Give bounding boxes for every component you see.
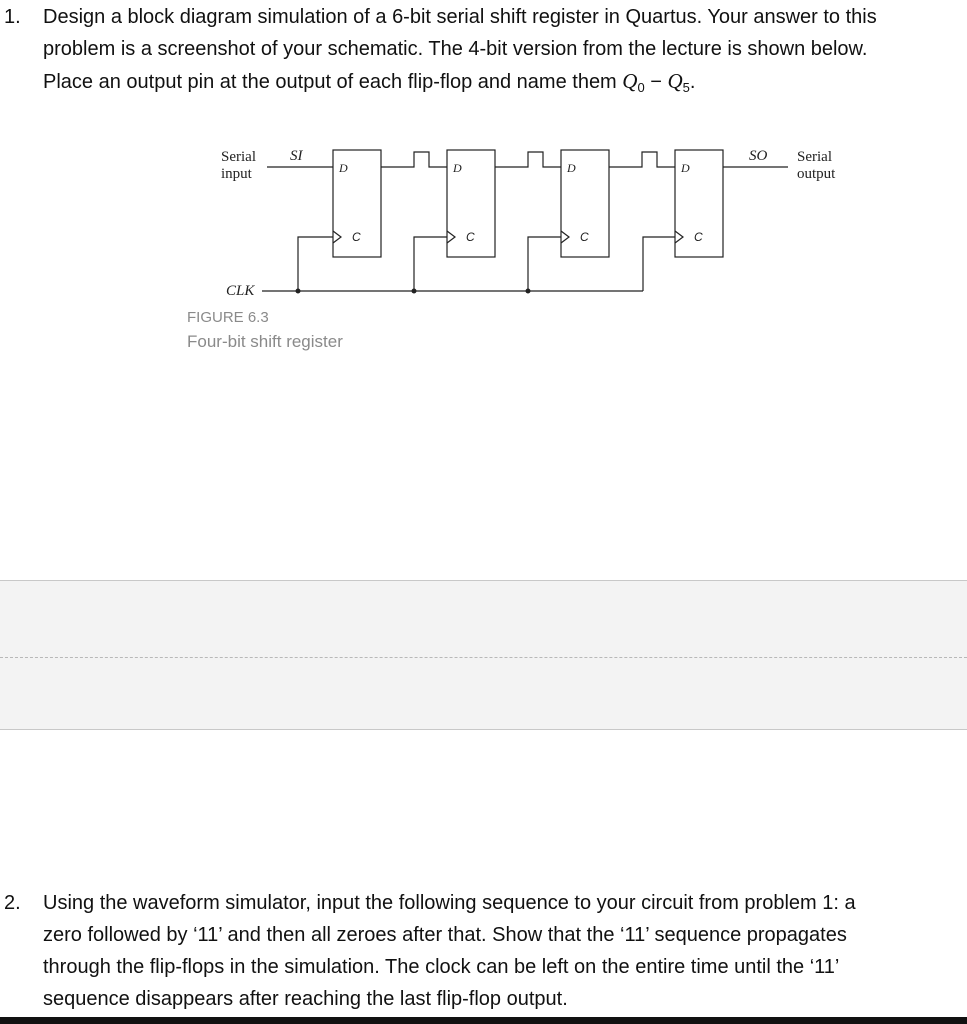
clk-label: CLK	[226, 283, 255, 299]
d-input-label: D	[453, 161, 462, 175]
pin-name-sub: 0	[637, 80, 645, 95]
clock-branch	[643, 237, 675, 291]
clock-triangle	[333, 231, 341, 243]
question-2-line: through the flip-flops in the simulation. The clock can be left on the entire time until the ‘11’	[43, 956, 840, 978]
serial-output-label: Serial output	[797, 149, 836, 182]
answer-area[interactable]	[0, 580, 967, 730]
pin-name-q: Q	[667, 69, 683, 93]
q-to-d-wire	[495, 152, 561, 167]
c-input-label: C	[466, 230, 475, 244]
serial-input-label: Serial input	[221, 149, 256, 182]
clock-branch	[414, 237, 447, 291]
clock-branch	[298, 237, 333, 291]
question-2-line: Using the waveform simulator, input the following sequence to your circuit from problem 1: a	[43, 892, 856, 914]
junction-dot	[296, 289, 301, 294]
si-label: SI	[290, 148, 303, 164]
figure-caption-text: Four-bit shift register	[187, 332, 343, 351]
bottom-edge-bar	[0, 1017, 967, 1024]
question-1-number: 1.	[4, 6, 21, 28]
clock-branch	[528, 237, 561, 291]
clock-triangle	[561, 231, 569, 243]
so-label: SO	[749, 148, 768, 164]
pin-name-sub: 5	[682, 80, 690, 95]
junction-dot	[526, 289, 531, 294]
question-2-number: 2.	[4, 892, 21, 914]
question-2-line: zero followed by ‘11’ and then all zeroes after that. Show that the ‘11’ sequence propagates	[43, 924, 847, 946]
d-input-label: D	[567, 161, 576, 175]
c-input-label: C	[694, 230, 703, 244]
q-to-d-wire	[381, 152, 447, 167]
dashed-divider	[0, 657, 967, 658]
d-input-label: D	[339, 161, 348, 175]
c-input-label: C	[580, 230, 589, 244]
figure-caption-title: FIGURE 6.3	[187, 309, 269, 326]
shift-register-figure	[170, 130, 870, 360]
pin-name-q: Q	[622, 69, 638, 93]
d-input-label: D	[681, 161, 690, 175]
question-1-line: problem is a screenshot of your schematic. The 4-bit version from the lecture is shown below.	[43, 38, 868, 60]
question-2-line: sequence disappears after reaching the last flip-flop output.	[43, 988, 568, 1010]
question-2-text	[43, 887, 961, 1015]
c-input-label: C	[352, 230, 361, 244]
question-1-line: Design a block diagram simulation of a 6-bit serial shift register in Quartus. Your answer to this	[43, 6, 877, 28]
clock-triangle	[675, 231, 683, 243]
clock-triangle	[447, 231, 455, 243]
question-1-line: Place an output pin at the output of each flip-flop and name them $Q_0 - Q_5$.	[43, 69, 696, 95]
junction-dot	[412, 289, 417, 294]
q-to-d-wire	[609, 152, 675, 167]
question-1-text	[43, 1, 961, 97]
